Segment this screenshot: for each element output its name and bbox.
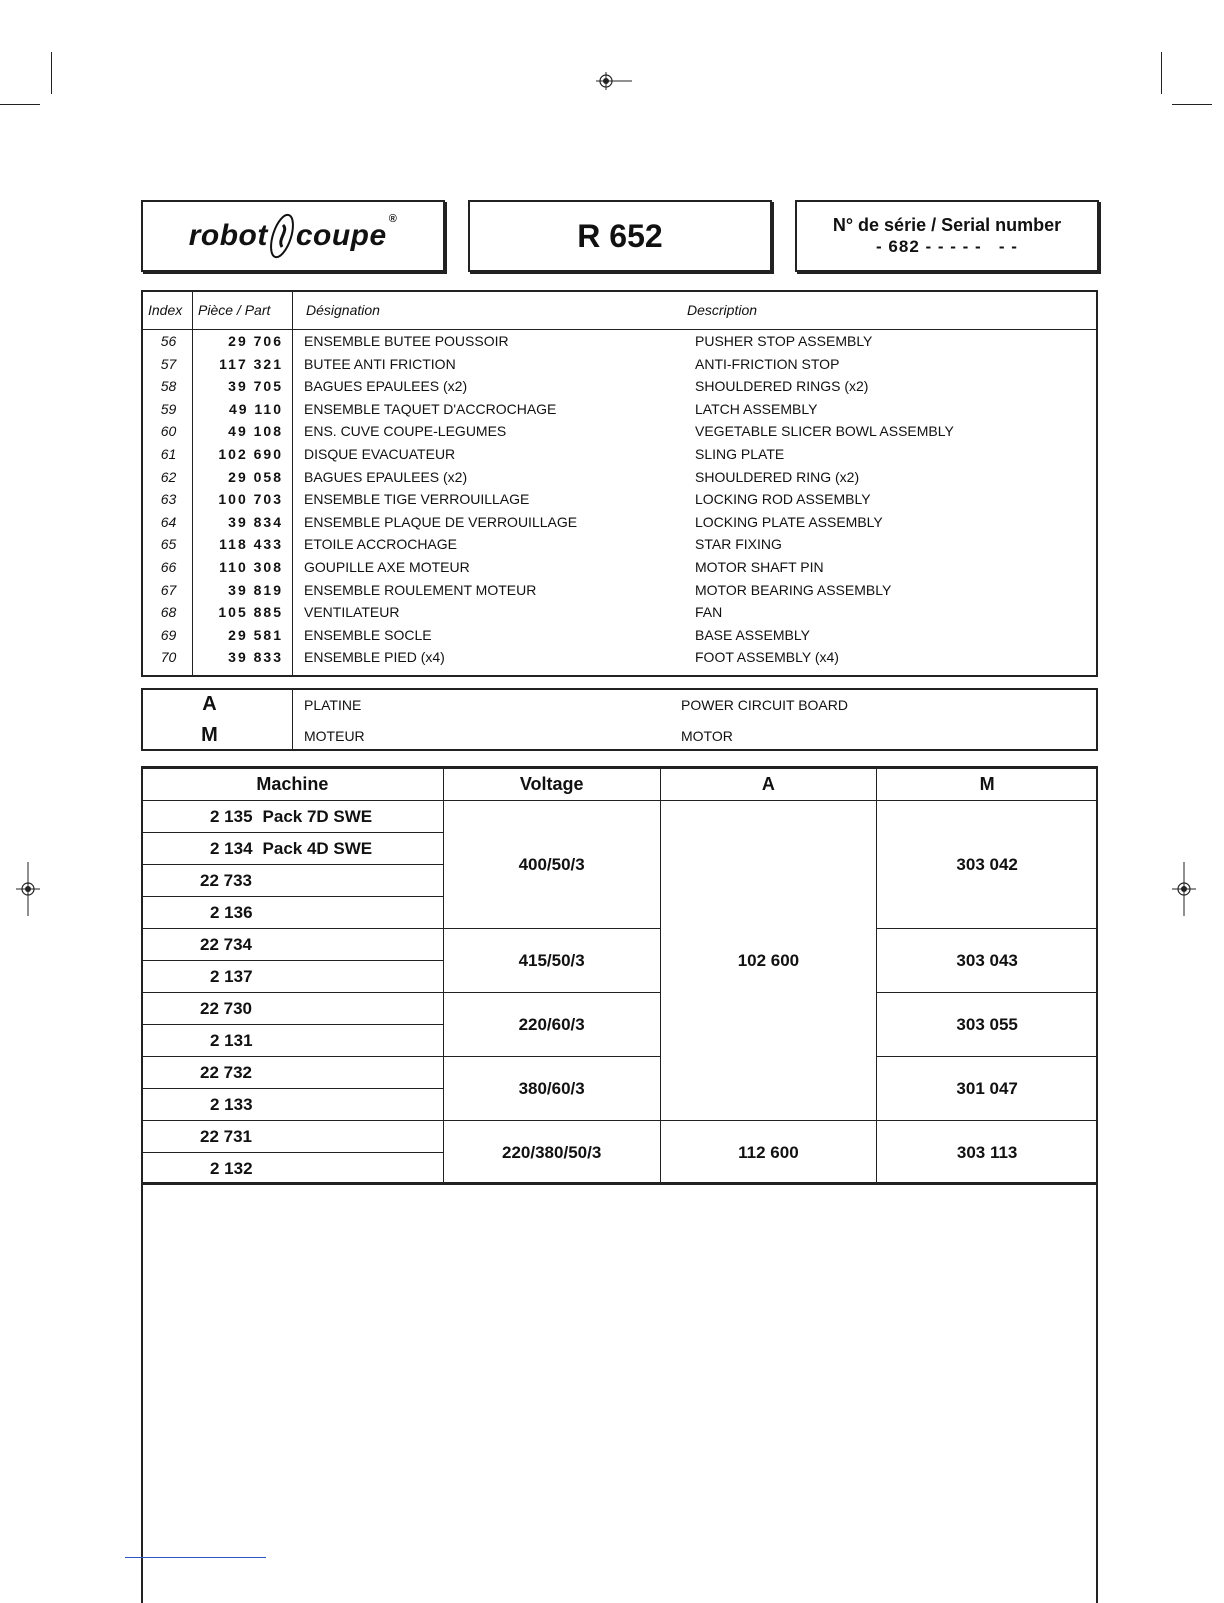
part-designation: BAGUES EPAULEES (x2) [304, 378, 468, 395]
voltage-cell: 400/50/3 [443, 801, 660, 929]
header-description: Description [687, 302, 758, 318]
header-voltage: Voltage [443, 769, 660, 801]
part-index: 66 [160, 559, 177, 575]
part-number: 118 433 [219, 536, 283, 553]
part-number: 39 834 [228, 513, 283, 530]
part-description: VEGETABLE SLICER BOWL ASSEMBLY [695, 423, 954, 440]
machine-cell: 22 734 [142, 929, 444, 961]
serial-label: N° de série / Serial number [832, 215, 1062, 235]
m-cell: 303 113 [877, 1121, 1098, 1185]
part-designation: ENS. CUVE COUPE-LEGUMES [304, 423, 507, 440]
component-designation: MOTEUR [304, 728, 365, 744]
logo-swirl-icon [269, 211, 295, 261]
machine-cell: 22 732 [142, 1057, 444, 1089]
part-designation: DISQUE EVACUATEUR [304, 446, 456, 462]
table-row [143, 330, 1096, 352]
table-row [142, 993, 1098, 1025]
table-row [143, 533, 1096, 555]
header-designation: Désignation [306, 302, 380, 318]
part-description: MOTOR BEARING ASSEMBLY [695, 581, 892, 598]
part-description: FOOT ASSEMBLY (x4) [695, 649, 839, 666]
part-index: 65 [160, 536, 177, 553]
part-number: 105 885 [218, 604, 283, 621]
part-designation: ETOILE ACCROCHAGE [304, 536, 458, 553]
component-designation: PLATINE [304, 697, 362, 713]
part-index: 57 [160, 355, 177, 372]
blank-area [141, 1183, 1098, 1603]
part-number: 39 705 [228, 378, 283, 395]
component-description: POWER CIRCUIT BOARD [681, 697, 848, 713]
part-designation: ENSEMBLE ROULEMENT MOTEUR [304, 581, 537, 598]
header-a: A [660, 769, 877, 801]
a-cell: 112 600 [660, 1121, 877, 1185]
parts-table [141, 290, 1098, 677]
model-name: R 652 [577, 217, 663, 254]
registration-mark-icon [596, 72, 632, 90]
components-section [141, 688, 1098, 751]
part-description: STAR FIXING [695, 536, 782, 553]
voltage-cell: 380/60/3 [443, 1057, 660, 1121]
table-row [142, 1121, 1098, 1153]
table-row [143, 443, 1096, 465]
table-row [143, 579, 1096, 601]
part-number: 29 581 [228, 626, 283, 643]
part-designation: ENSEMBLE SOCLE [304, 626, 432, 643]
machine-cell: 2 134 Pack 4D SWE [142, 833, 444, 865]
table-row [143, 601, 1096, 623]
footer-rule [125, 1557, 266, 1558]
part-description: BASE ASSEMBLY [695, 626, 810, 643]
m-cell: 303 055 [877, 993, 1098, 1057]
part-index: 60 [160, 423, 177, 440]
model-box [468, 200, 772, 272]
voltage-cell: 220/60/3 [443, 993, 660, 1057]
machine-table [141, 768, 1098, 1185]
registration-mark-icon [16, 862, 40, 916]
table-row [143, 624, 1096, 646]
machine-cell: 2 131 [142, 1025, 444, 1057]
serial-box [795, 200, 1099, 272]
part-number: 49 108 [228, 423, 283, 440]
part-designation: ENSEMBLE PIED (x4) [304, 649, 445, 666]
part-number: 49 110 [228, 400, 283, 417]
header-part: Pièce / Part [198, 302, 271, 318]
part-number: 39 833 [228, 649, 283, 666]
logo-text-left: robot [188, 219, 268, 252]
table-row [142, 1057, 1098, 1089]
serial-value: - 682 - - - - - - - [876, 237, 1018, 256]
part-index: 70 [160, 649, 177, 666]
table-row [143, 420, 1096, 442]
part-description: LOCKING ROD ASSEMBLY [695, 491, 871, 508]
table-row [143, 556, 1096, 578]
component-row [143, 721, 1096, 751]
machine-cell: 2 135 Pack 7D SWE [142, 801, 444, 833]
part-index: 63 [160, 491, 177, 508]
table-row [143, 511, 1096, 533]
a-cell: 102 600 [660, 801, 877, 1121]
machine-cell: 22 731 [142, 1121, 444, 1153]
brand-logo [189, 211, 398, 261]
table-row [143, 375, 1096, 397]
part-description: SHOULDERED RING (x2) [695, 468, 860, 485]
part-number: 39 819 [228, 581, 283, 598]
crop-mark [51, 52, 52, 94]
table-row [143, 646, 1096, 668]
part-number: 29 706 [228, 333, 283, 349]
header-index: Index [148, 302, 183, 318]
table-row [142, 801, 1098, 833]
m-cell: 303 043 [877, 929, 1098, 993]
part-index: 64 [160, 513, 177, 530]
part-index: 61 [160, 446, 177, 462]
part-designation: ENSEMBLE BUTEE POUSSOIR [304, 333, 509, 349]
machine-cell: 22 730 [142, 993, 444, 1025]
part-index: 62 [160, 468, 177, 485]
crop-mark [0, 104, 40, 105]
machine-cell: 2 132 [142, 1153, 444, 1185]
registered-mark: ® [388, 213, 398, 225]
machine-cell: 22 733 [142, 865, 444, 897]
part-index: 68 [160, 604, 177, 621]
part-index: 59 [160, 400, 177, 417]
machine-cell: 2 137 [142, 961, 444, 993]
part-number: 102 690 [218, 446, 283, 462]
component-letter: M [201, 724, 218, 746]
part-description: SHOULDERED RINGS (x2) [695, 378, 869, 395]
table-row [143, 488, 1096, 510]
part-description: PUSHER STOP ASSEMBLY [695, 333, 873, 349]
voltage-cell: 220/380/50/3 [443, 1121, 660, 1185]
part-number: 117 321 [219, 355, 283, 372]
logo-text-right: coupe [295, 219, 387, 252]
component-description: MOTOR [681, 728, 733, 744]
component-row [143, 690, 1096, 720]
part-designation: ENSEMBLE TIGE VERROUILLAGE [304, 491, 530, 508]
part-number: 29 058 [228, 468, 283, 485]
part-description: ANTI-FRICTION STOP [695, 355, 840, 372]
part-designation: BUTEE ANTI FRICTION [304, 355, 456, 372]
registration-mark-icon [1172, 862, 1196, 916]
voltage-cell: 415/50/3 [443, 929, 660, 993]
part-description: FAN [695, 604, 723, 621]
table-row [142, 929, 1098, 961]
part-index: 56 [160, 333, 177, 349]
part-description: MOTOR SHAFT PIN [695, 559, 824, 575]
part-designation: BAGUES EPAULEES (x2) [304, 468, 468, 485]
logo-box [141, 200, 445, 272]
part-designation: GOUPILLE AXE MOTEUR [304, 559, 470, 575]
crop-mark [1161, 52, 1162, 94]
part-designation: VENTILATEUR [304, 604, 400, 621]
part-description: LOCKING PLATE ASSEMBLY [695, 513, 883, 530]
component-letter: A [202, 693, 217, 715]
table-row [143, 466, 1096, 488]
header-machine: Machine [142, 769, 444, 801]
machine-cell: 2 136 [142, 897, 444, 929]
m-cell: 301 047 [877, 1057, 1098, 1121]
part-designation: ENSEMBLE TAQUET D'ACCROCHAGE [304, 400, 557, 417]
m-cell: 303 042 [877, 801, 1098, 929]
part-description: SLING PLATE [695, 446, 785, 462]
part-number: 100 703 [218, 491, 283, 508]
part-index: 67 [160, 581, 177, 598]
crop-mark [1172, 104, 1212, 105]
part-index: 69 [160, 626, 177, 643]
table-row [143, 353, 1096, 375]
part-index: 58 [160, 378, 177, 395]
machine-cell: 2 133 [142, 1089, 444, 1121]
table-row [143, 398, 1096, 420]
part-number: 110 308 [219, 559, 283, 575]
part-description: LATCH ASSEMBLY [695, 400, 818, 417]
part-designation: ENSEMBLE PLAQUE DE VERROUILLAGE [304, 513, 578, 530]
header-m: M [877, 769, 1098, 801]
